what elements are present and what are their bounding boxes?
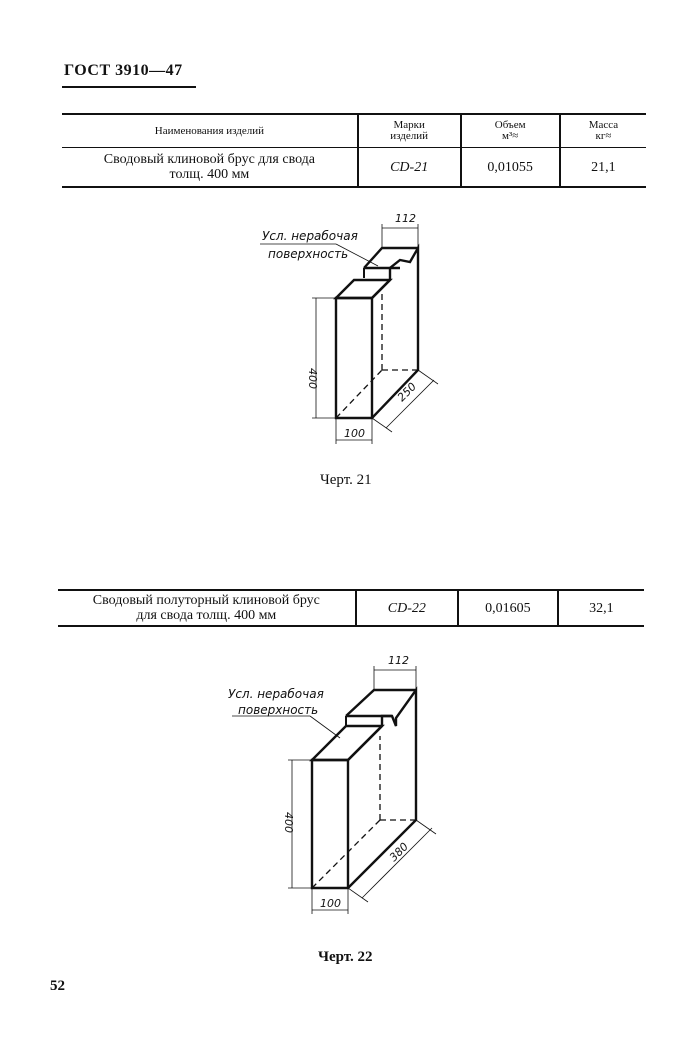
- figure-21-note-line1: Усл. нерабочая: [262, 229, 358, 243]
- cell-mark: CD-22: [356, 590, 458, 626]
- figure-22-dim-depth: 380: [386, 840, 411, 865]
- figure-21-labels: [262, 212, 419, 440]
- cell-mass: 32,1: [558, 590, 644, 626]
- table-row: [58, 590, 644, 626]
- header-name: Наименования изделий: [62, 114, 358, 148]
- header-mass-text: Масса кг≈: [588, 119, 619, 142]
- figure-22-note-line1: Усл. нерабочая: [228, 687, 324, 701]
- figure-22-note-line2: поверхность: [238, 703, 319, 717]
- figure-21-note-line2: поверхность: [268, 247, 349, 261]
- figure-21-dim-depth: 250: [394, 380, 419, 405]
- cell-volume: 0,01605: [458, 590, 558, 626]
- cell-volume: 0,01055: [461, 148, 560, 188]
- figure-22-caption: Черт. 22: [318, 949, 373, 965]
- figure-22-dim-height: 400: [282, 812, 295, 833]
- figure-21-caption: Черт. 21: [320, 472, 372, 488]
- header-volume-text: Объем м³≈: [494, 119, 526, 142]
- cell-product-name: Сводовый клиновой брус для свода толщ. 400 мм: [103, 152, 316, 182]
- cell-product-name: Сводовый полуторный клиновой брус для свода толщ. 400 мм: [92, 593, 320, 623]
- figure-22-labels: [228, 654, 411, 910]
- figure-22-dim-width: 100: [320, 897, 341, 910]
- cell-mass: 21,1: [560, 148, 646, 188]
- document-header: ГОСТ 3910—47: [64, 62, 183, 79]
- figure-21-dim-width: 100: [344, 427, 365, 440]
- page-number: 52: [50, 978, 65, 994]
- header-mark-text: Марки изделий: [390, 119, 429, 142]
- cell-mark: CD-21: [358, 148, 461, 188]
- figure-21-dim-top: 112: [395, 212, 416, 225]
- figure-22-dim-top: 112: [388, 654, 409, 667]
- products-table-2: [58, 589, 644, 627]
- figure-21-dim-height: 400: [306, 368, 319, 389]
